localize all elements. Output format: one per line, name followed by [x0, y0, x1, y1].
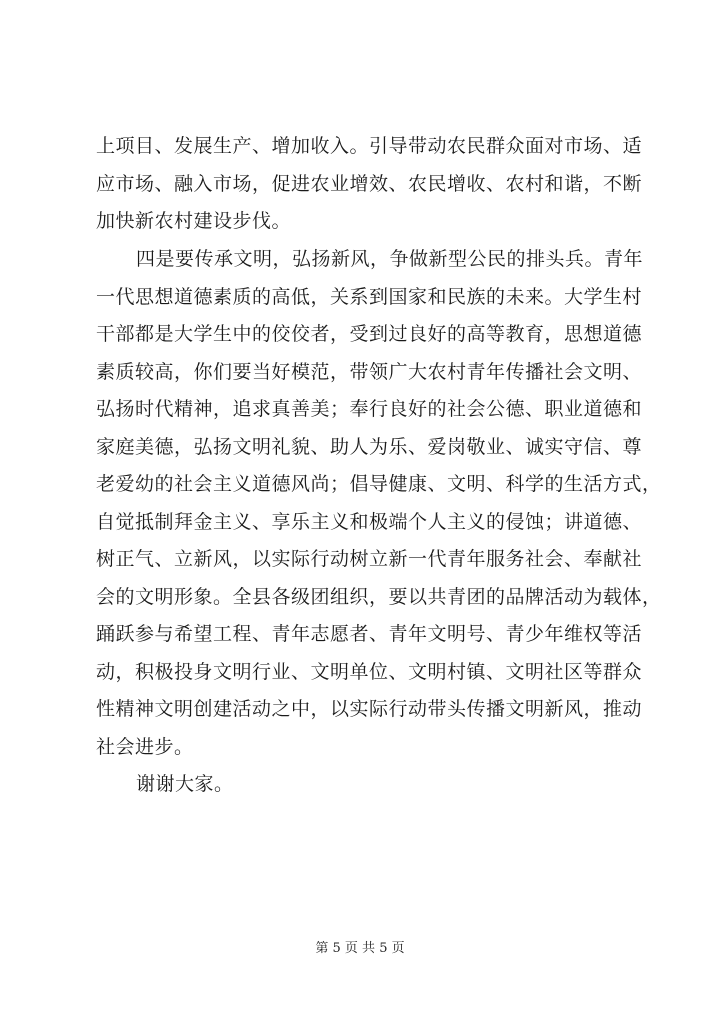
- text-line: 会的文明形象。全县各级团组织，要以共青团的品牌活动为载体，: [96, 586, 662, 608]
- text-line: 社会进步。: [96, 736, 194, 758]
- text-line: 家庭美德，弘扬文明礼貌、助人为乐、爱岗敬业、诚实守信、尊: [96, 436, 643, 458]
- text-line: 踊跃参与希望工程、青年志愿者、青年文明号、青少年维权等活: [96, 623, 643, 645]
- text-line: 一代思想道德素质的高低，关系到国家和民族的未来。大学生村: [96, 286, 643, 308]
- text-line: 树正气、立新风，以实际行动树立新一代青年服务社会、奉献社: [96, 548, 643, 570]
- text-line: 动，积极投身文明行业、文明单位、文明村镇、文明社区等群众: [96, 661, 643, 683]
- text-line: 自觉抵制拜金主义、享乐主义和极端个人主义的侵蚀；讲道德、: [96, 511, 643, 533]
- text-line: 干部都是大学生中的佼佼者，受到过良好的高等教育，思想道德: [96, 323, 643, 345]
- text-line: 加快新农村建设步伐。: [96, 210, 292, 232]
- text-line: 性精神文明创建活动之中，以实际行动带头传播文明新风，推动: [96, 698, 643, 720]
- text-line: 上项目、发展生产、增加收入。引导带动农民群众面对市场、适: [96, 135, 643, 157]
- page-number-footer: 第 5 页 共 5 页: [315, 941, 405, 956]
- paragraph-start-line: 四是要传承文明，弘扬新风，争做新型公民的排头兵。青年: [136, 248, 644, 270]
- text-line: 素质较高，你们要当好模范，带领广大农村青年传播社会文明、: [96, 361, 643, 383]
- text-line: 老爱幼的社会主义道德风尚；倡导健康、文明、科学的生活方式，: [96, 473, 662, 495]
- text-line: 应市场、融入市场，促进农业增效、农民增收、农村和谐，不断: [96, 173, 643, 195]
- text-line: 弘扬时代精神，追求真善美；奉行良好的社会公德、职业道德和: [96, 398, 643, 420]
- closing-line: 谢谢大家。: [136, 773, 234, 795]
